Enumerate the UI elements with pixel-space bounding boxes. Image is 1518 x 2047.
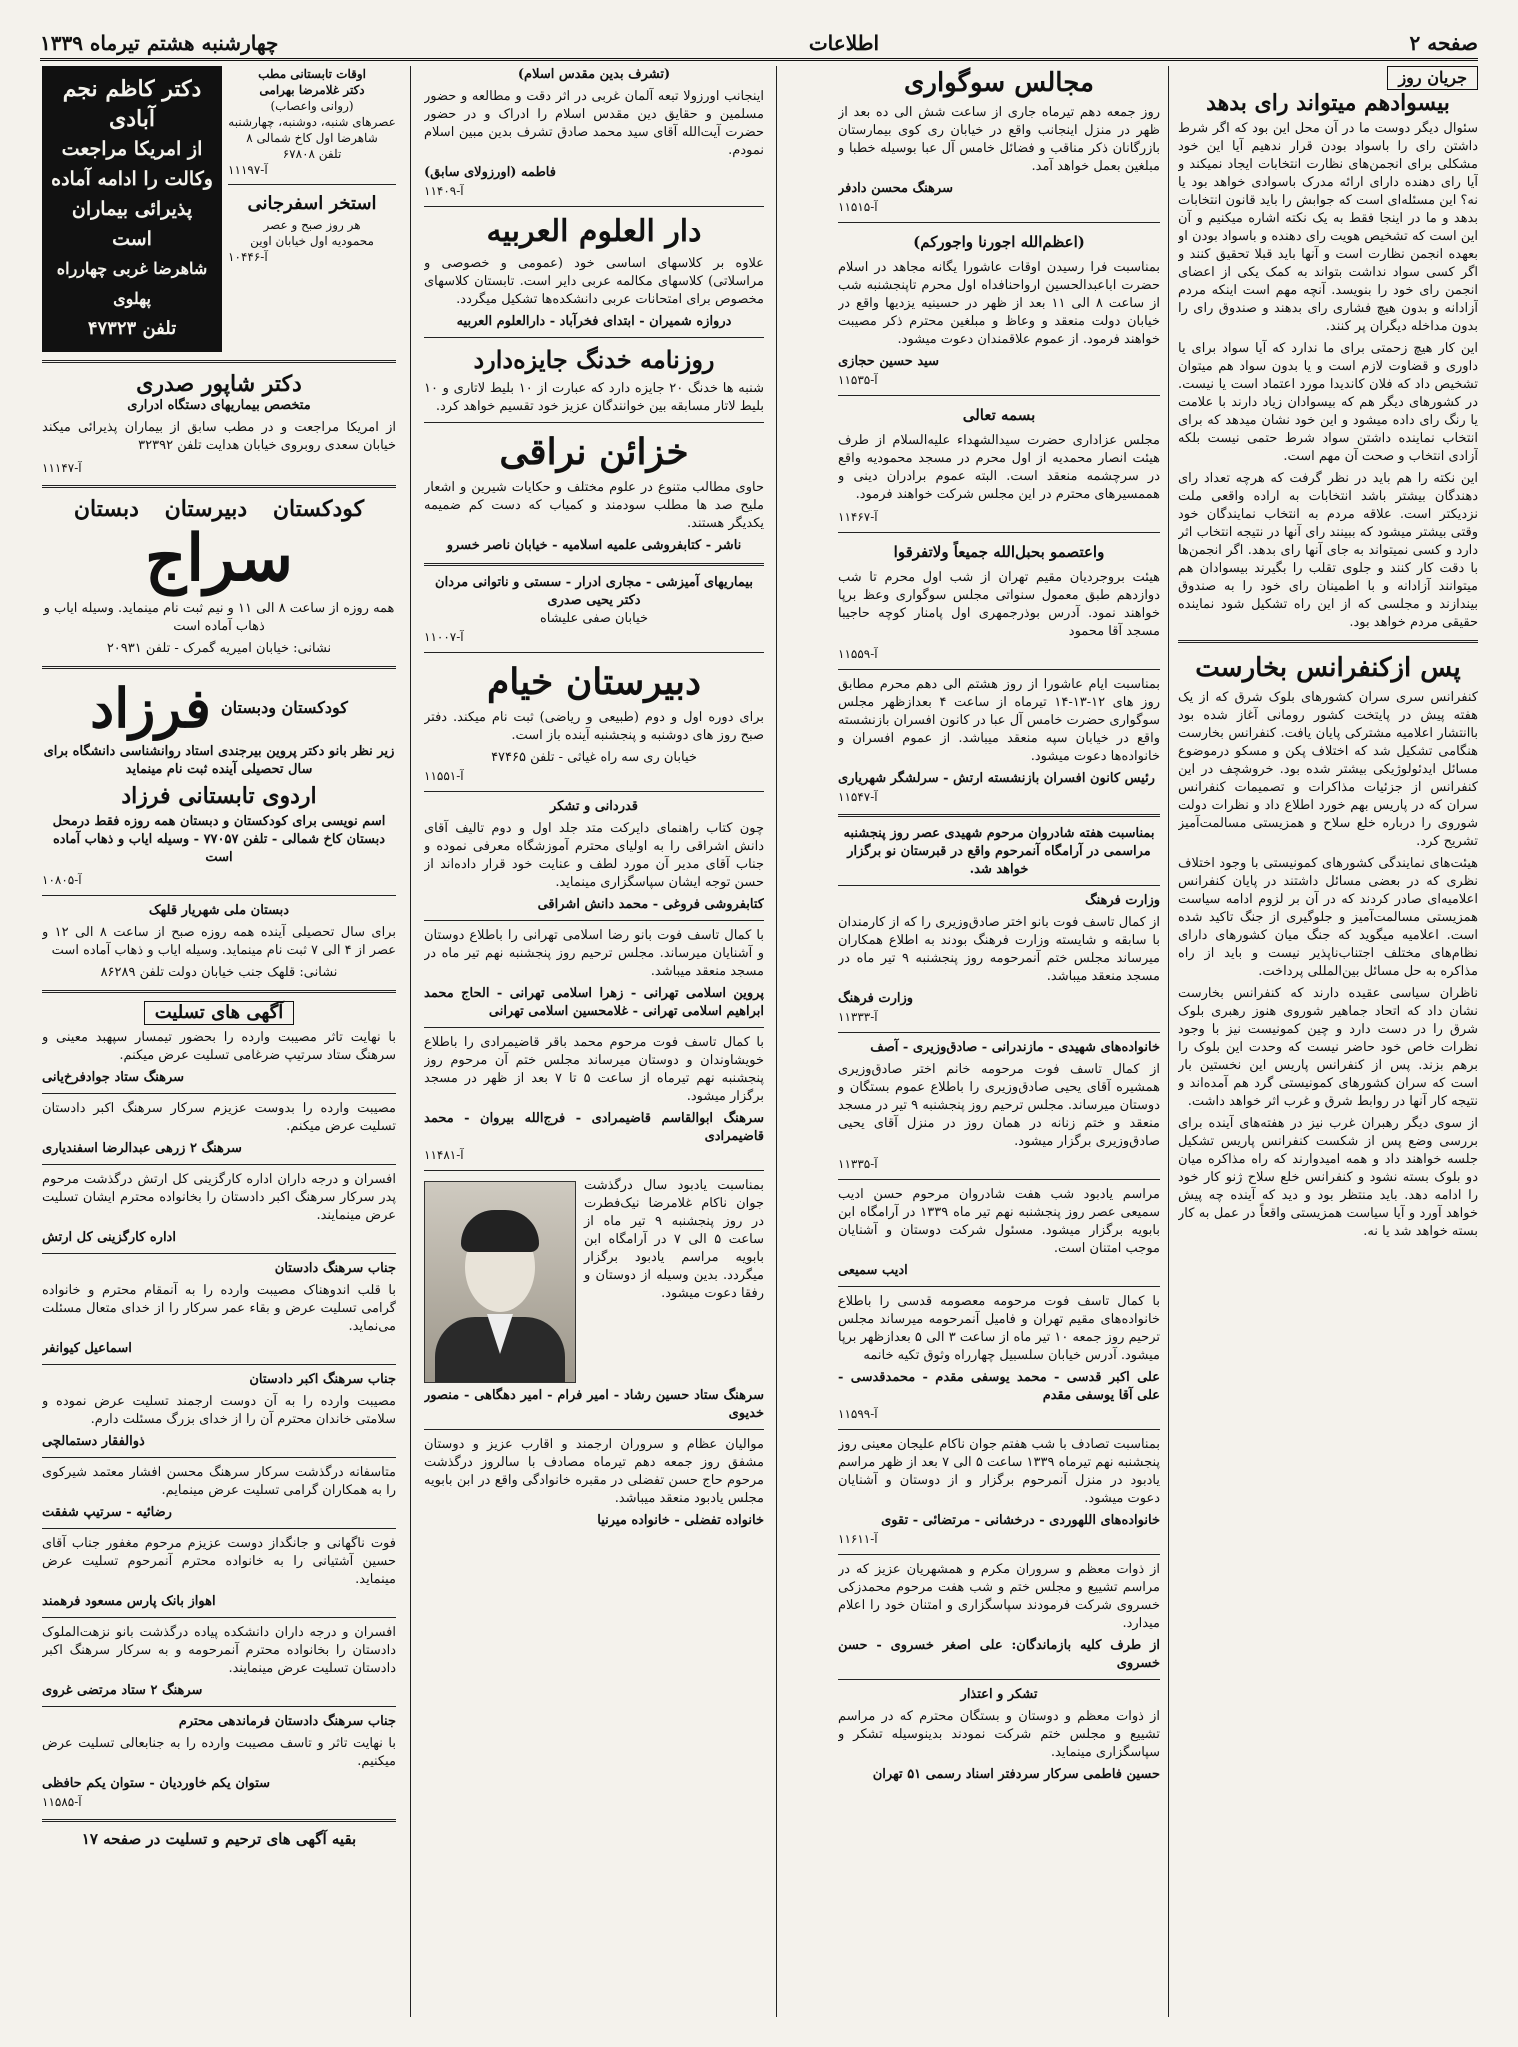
section-heading: مجالس سوگواری bbox=[904, 68, 1094, 98]
divider bbox=[42, 1819, 396, 1822]
notice-heading: وزارت فرهنگ bbox=[1084, 893, 1160, 908]
ad-address: نشانی: خیابان امیریه گمرک - تلفن ۲۰۹۳۱ bbox=[106, 641, 332, 656]
ad-address: شاهرضا غربی چهارراه پهلوی bbox=[56, 259, 208, 308]
notice-text: اینجانب اورزولا تبعه آلمان غربی در اثر دقت و مطالعه و حضور مسلمین و حقایق دین مقدس اسلام را ادراک و در حضور حضرت آیت‌الله آقای سید محمد صادق تشرف بدین مبین اسلام نمودم. bbox=[424, 89, 764, 158]
doctor-name: دکتر غلامرضا بهرامی bbox=[259, 83, 365, 97]
divider bbox=[838, 395, 1160, 396]
notice-text: با کمال تاسف فوت بانو رضا اسلامی تهرانی را باطلاع دوستان و آشنایان میرساند. مجلس ترحیم روز پنجشنبه نهم تیر ماه در مسجد منعقد میباشد. bbox=[424, 928, 764, 979]
ad-heading: اوقات تابستانی مطب bbox=[258, 67, 366, 81]
divider bbox=[42, 1093, 396, 1094]
divider bbox=[42, 1164, 396, 1165]
divider bbox=[838, 814, 1160, 817]
divider bbox=[838, 1554, 1160, 1555]
condolence-signature: سرهنگ ۲ زرهی عبدالرضا اسفندیاری bbox=[42, 1141, 242, 1156]
ad-address: ناشر - کتابفروشی علمیه اسلامیه - خیابان ناصر خسرو bbox=[446, 538, 742, 553]
condolences-heading: آگهی های تسلیت bbox=[144, 1001, 295, 1025]
notice-signature: خانواده‌های اللهوردی - درخشانی - مرتضائی - تقوی bbox=[881, 1513, 1160, 1528]
notice-heading: خانواده‌های شهیدی - مازندرانی - صادق‌وزیری - آصف bbox=[870, 1040, 1160, 1055]
column-rule bbox=[1168, 66, 1169, 2017]
ad-heading: روزنامه خدنگ جایزه‌دارد bbox=[473, 345, 715, 374]
section-label: جریان روز bbox=[1387, 66, 1478, 90]
notice-text: با کمال تاسف فوت مرحومه معصومه قدسی را باطلاع خانواده‌های مقیم تهران و فامیل آنمرحومه میرساند مجلس ترحیم روز جمعه ۱۰ تیر ماه از ساعت ۳ الی ۵ بعدازظهر برپا میشود. آدرس خیابان سلسبیل چهارراه وثوق تکیه خانمه bbox=[838, 1294, 1160, 1363]
notice-heading: بمناسبت هفته شادروان مرحوم شهیدی عصر روز پنجشنبه مراسمی در آرامگاه آنمرحوم واقع در قبرستان نو برگزار خواهد شد. bbox=[843, 826, 1155, 877]
divider bbox=[424, 337, 764, 338]
condolence-text: با نهایت تاثر و تاسف مصیبت وارده را به جنابعالی تسلیت عرض میکنیم. bbox=[42, 1736, 396, 1769]
ad-ref: آ-۱۰۸۰۵ bbox=[42, 873, 82, 887]
divider bbox=[838, 222, 1160, 223]
editorial-paragraph: این کار هیچ زحمتی برای ما ندارد که آیا سواد برای یا داوری و قضاوت لازم است و یا بدون سواد هم میتوان تشخیص داد که فلان کاندیدا مورد اعتماد است یا نیست. در کشورهای دیگر هم که بیسوادان زیاد دارند با علامت یا رنگ رای داده میشود و این خود نشان میدهد که برای انتخاب نماینده داشتن سواد شرط حتمی نیست بلکه آزادی انتخاب و صحت آن مهم است. bbox=[1178, 341, 1478, 464]
ad-text: همه روزه از ساعت ۸ الی ۱۱ و نیم ثبت نام مینماید. وسیله ایاب و ذهاب آماده است bbox=[43, 601, 395, 634]
condolence-text: متاسفانه درگذشت سرکار سرهنگ محسن افشار معتمد شیرکوی را به همکاران گرامی تسلیت عرض مینمایم. bbox=[42, 1465, 396, 1498]
editorial-paragraph: این نکته را هم باید در نظر گرفت که هرچه تعداد رای دهندگان بیشتر باشد انتخابات به اراده واقعی ملت نزدیکتر است. علاقه مردم به انتخاب نمایندگان خود وقتی بیشتر میشود که ببینند رای آنها در نتیجه انتخاب اثر دارد و کسی نمیتواند به جای آنها رای بدهد. اگر انجمن‌ها با دقت کار کنند و جلوی تقلب را بگیرند بیسوادان هم میتوانند آزادانه و با اطمینان رای خود را به صندوق بیندازند و مجلسی که از این راه تشکیل شود نماینده حقیقی مردم خواهد بود. bbox=[1178, 471, 1478, 630]
condolence-signature: اداره کارگزینی کل ارتش bbox=[42, 1230, 176, 1245]
notice-heading: واعتصمو بحبل‌الله جمیعاً ولاتفرقوا bbox=[893, 543, 1105, 561]
memorial-notice bbox=[424, 1177, 764, 1387]
ad-heading: کودکستان ودبستان bbox=[220, 698, 348, 717]
condolence-signature: سرهنگ ستاد جوادفرخ‌یانی bbox=[42, 1070, 185, 1085]
ad-ref: آ-۱۱۱۹۷ bbox=[228, 163, 268, 177]
divider bbox=[42, 485, 396, 488]
ad-address: خیابان صفی علیشاه bbox=[539, 611, 649, 626]
clinic-ad bbox=[228, 66, 396, 352]
notice-ref: آ-۱۱۵۴۷ bbox=[838, 790, 878, 804]
ad-text: زیر نظر بانو دکتر پروین بیرجندی استاد روانشناسی دانشگاه برای سال تحصیلی آینده ثبت نام مینماید bbox=[43, 744, 395, 777]
notice-signature: فاطمه (اورزولای سابق) bbox=[424, 165, 556, 180]
divider bbox=[42, 895, 396, 896]
condolence-heading: جناب سرهنگ دادستان bbox=[274, 1261, 396, 1276]
notice-ref: آ-۱۱۳۳۳ bbox=[838, 1010, 878, 1024]
column-rule bbox=[410, 66, 411, 2017]
divider bbox=[42, 1528, 396, 1529]
condolence-text: افسران و درجه داران اداره کارگزینی کل ارتش درگذشت مرحوم پدر سرکار سرهنگ اکبر دادستان را بخانواده محترم ایشان تسلیت عرض مینمایند. bbox=[42, 1172, 396, 1223]
editorial-paragraph: سئوال دیگر دوست ما در آن محل این بود که اگر شرط داشتن رای را باسواد بودن قرار ندهیم آیا این خود مشکلی برای انجمن‌های نظارت انتخابات ایجاد نمیکند و آیا رای دهنده دارای ارائه مدرک باسوادی خواهد بود یا نه؟ این مسئله‌ای است که جوابش را باید قانون انتخابات بدهد و ما در اینجا فقط به یک نکته اشاره میکنیم و آن این است که تشخیص هویت رای دهنده و باسواد بودن او بعهده انجمن نظارت است و آنها باید قبلا تحقیق کنند و اگر کسی سواد نداشت بتواند به کمک یکی از اعضای انجمن رای خود را بنویسد. آنچه مهم است اینکه مردم آزادانه و بدون هیچ فشاری رای بدهند و صندوق رای را بدون مداخله دیگران پر کنند. bbox=[1178, 121, 1478, 334]
notice-ref: آ-۱۱۵۹۹ bbox=[838, 1407, 878, 1421]
notice-text: موالیان عظام و سروران ارجمند و اقارب عزیز و دوستان مشفق روز جمعه دهم تیرماه مصادف با سالروز درگذشت مرحوم حاج حسن تفضلی در مقبره خانوادگی واقع در ابن بابویه مجلس یادبود منعقد میباشد. bbox=[424, 1437, 764, 1506]
condolence-signature: ذوالفقار دستمالچی bbox=[42, 1434, 145, 1449]
notice-text: مجلس عزاداری حضرت سیدالشهداء علیه‌السلام از طرف هیئت انصار محمدیه از اول محرم در مسجد محمودیه واقع در سرچشمه منعقد است. البته عموم برادران دینی و هممسیرهای محترم در این مجلس شرکت خواهند فرمود. bbox=[838, 433, 1160, 502]
divider bbox=[42, 990, 396, 993]
divider bbox=[424, 920, 764, 921]
notice-signature: سید حسین حجازی bbox=[838, 354, 939, 369]
ad-text: از امریکا مراجعت وکالت را ادامه آماده پذیرائی بیماران است bbox=[51, 138, 213, 250]
school-name: دبیرستان خیام bbox=[486, 661, 702, 703]
ad-text: برای سال تحصیلی آینده همه روزه صبح از ساعت ۸ الی ۱۲ و عصر از ۴ الی ۷ ثبت نام مینماید. وسیله ایاب و ذهاب آماده است bbox=[42, 925, 396, 958]
notice-text: بمناسبت یادبود سال درگذشت جوان ناکام غلامرضا نیک‌فطرت در روز پنجشنبه ۹ تیر ماه از ساعت ۵ الی ۷ در آرامگاه ابن بابویه مراسم یادبود برگزار میگردد. بدین وسیله از دوستان و رفقا دعوت میشود. bbox=[584, 1178, 764, 1301]
ad-specialty: متخصص بیماریهای دستگاه ادراری bbox=[127, 398, 311, 413]
notice-signature: سرهنگ محسن دادفر bbox=[838, 181, 953, 196]
divider bbox=[424, 563, 764, 566]
ad-ref: آ-۱۱۱۴۷ bbox=[42, 461, 82, 475]
divider bbox=[424, 652, 764, 653]
paper-name: اطلاعات bbox=[808, 31, 880, 55]
article-paragraph: هیئت‌های نمایندگی کشورهای کمونیستی با وجود اختلاف نظری که در بعضی مسائل داشتند در پایان کنفرانس اعلامیه‌ای صادر کردند که در آن بر لزوم ادامه سیاست همزیستی مسالمت‌آمیز و جلوگیری از جنگ تاکید شده است. اعلامیه میگوید که جنگ میان کشورهای دارای نظام‌های مختلف اجتناب‌ناپذیر نیست و باید از راه مذاکره به حل مسائل بین‌المللی پرداخت. bbox=[1178, 856, 1478, 979]
doctor-name: دکتر کاظم نجم آبادی bbox=[62, 76, 202, 132]
condolence-text: مصیبت وارده را به آن دوست ارجمند تسلیت عرض نموده و سلامتی خاندان محترم آن را از خدای بزرگ مسئلت دارم. bbox=[42, 1394, 396, 1427]
divider bbox=[42, 1364, 396, 1365]
ad-hours: عصرهای شنبه، دوشنبه، چهارشنبه bbox=[228, 115, 396, 129]
notice-heading: بسمه تعالی bbox=[962, 406, 1036, 424]
divider bbox=[42, 1253, 396, 1254]
condolence-signature: سرهنگ ۲ ستاد مرتضی غروی bbox=[42, 1683, 203, 1698]
doctor-name: دکتر یحیی صدری bbox=[547, 593, 641, 608]
divider bbox=[42, 1617, 396, 1618]
divider bbox=[838, 1679, 1160, 1680]
notice-ref: آ-۱۱۳۳۵ bbox=[838, 1157, 878, 1171]
ad-text: برای دوره اول و دوم (طبیعی و ریاضی) ثبت نام میکند. دفتر صبح روز های دوشنبه و پنجشنبه آینده باز است. bbox=[424, 710, 764, 743]
notice-ref: آ-۱۱۵۱۵ bbox=[838, 200, 878, 214]
ad-heading: استخر اسفرجانی bbox=[247, 193, 377, 214]
notice-text: بمناسبت تصادف با شب هفتم جوان ناکام علیجان معینی روز پنجشنبه نهم تیرماه ۱۳۳۹ ساعت ۵ الی ۷ بعد از ظهر مراسم یادبود در منزل آنمرحوم برگزار و از دوستان و آشنایان دعوت میشود. bbox=[838, 1437, 1160, 1506]
notice-text: با کمال تاسف فوت مرحوم محمد باقر قاضیمرادی را باطلاع خویشاوندان و دوستان میرساند مجلس ختم آن مرحوم روز پنجشنبه نهم تیرماه از ساعت ۵ تا ۷ بعد از ظهر در مسجد برگزار میشود. bbox=[424, 1035, 764, 1104]
notice-ref: آ-۱۱۴۸۱ bbox=[424, 1148, 464, 1162]
divider bbox=[424, 206, 764, 207]
divider bbox=[838, 1179, 1160, 1180]
notice-signature: کتابفروشی فروغی - محمد دانش اشراقی bbox=[537, 897, 764, 912]
continued-notice: بقیه آگهی های ترحیم و تسلیت در صفحه ۱۷ bbox=[81, 1830, 357, 1848]
notice-text: بمناسبت ایام عاشورا از روز هشتم الی دهم محرم مطابق روز های ۱۲-۱۳-۱۴ تیرماه از ساعت ۴ بعدازظهر مجلس سوگواری حضرت خامس آل عبا در کانون افسران بازنشسته واقع در خیابان سپه منعقد میباشد. از عموم افسران و خانواده‌ها دعوت میشود. bbox=[838, 677, 1160, 764]
article-paragraph: کنفرانس سری سران کشورهای بلوک شرق که از یک هفته پیش در پایتخت کشور رومانی آغاز شده بود باانتشار اعلامیه مشترکی پایان یافت. کنفرانس بخارست هنگامی تشکیل شد که اختلاف پکن و مسکو درموضوع مسائل ایدئولوژیکی بیشتر شده بود. خروشچف در این کنفرانس از جزئیات مذاکرات و تصمیمات کنفرانس سران که در پاریس بهم خورد اطلاع داد و نظرات دولت شوروی را درباره خلع سلاح و همزیستی مسالمت‌آمیز تشریح کرد. bbox=[1178, 690, 1478, 849]
divider bbox=[42, 1457, 396, 1458]
divider bbox=[838, 669, 1160, 670]
divider bbox=[838, 885, 1160, 886]
notice-ref: آ-۱۱۵۵۹ bbox=[838, 647, 878, 661]
condolence-signature: اهواز بانک پارس مسعود فرهمند bbox=[42, 1594, 216, 1609]
article-paragraph: از سوی دیگر رهبران غرب نیز در هفته‌های آینده برای بررسی وضع پس از شکست کنفرانس پاریس تشکیل جلسه خواهند داد و همه امیدوارند که راه مذاکره میان دو بلوک بسته نشود و کنفرانس خلع سلاح ژنو کار خود را ادامه دهد. باید منتظر بود و دید که آینده چه پیش خواهد آورد و آیا سیاست همزیستی واقعاً در عمل به کار بسته خواهد شد یا نه. bbox=[1178, 1116, 1478, 1239]
school-name: فرزاد bbox=[90, 676, 211, 740]
article-title: پس ازکنفرانس بخارست bbox=[1195, 653, 1461, 683]
condolence-signature: رضائیه - سرتیپ شفقت bbox=[42, 1505, 172, 1520]
page-number: صفحه ۲ bbox=[1409, 31, 1478, 55]
notice-signature: وزارت فرهنگ bbox=[838, 991, 914, 1006]
notice-text: مراسم یادبود شب هفت شادروان مرحوم حسن ادیب سمیعی عصر روز پنجشنبه نهم تیر ماه ۱۳۳۹ در آرامگاه ابن بابویه برگزار میشود. مسئول شرکت دوستان و آشنایان موجب امتنان است. bbox=[838, 1187, 1160, 1256]
notice-text: از ذوات معظم و سروران مکرم و همشهریان عزیز که در مراسم تشییع و مجلس ختم و شب هفت مرحوم محمدزکی خسروی شرکت فرمودند سپاسگزاری و امتنان خود را اعلام میدارد. bbox=[838, 1562, 1160, 1631]
notice-ref: آ-۱۱۴۰۹ bbox=[424, 184, 464, 198]
divider bbox=[42, 666, 396, 669]
notice-signature: خانواده تفضلی - خانواده میرنیا bbox=[597, 1513, 764, 1528]
divider bbox=[424, 1170, 764, 1171]
issue-date: چهارشنبه هشتم تیرماه ۱۳۳۹ bbox=[40, 31, 279, 55]
ad-heading: کودکستان دبیرستان دبستان bbox=[73, 496, 365, 522]
notice-heading: قدردانی و تشکر bbox=[549, 799, 639, 814]
notice-text: از ذوات معظم و دوستان و بستگان محترم که در مراسم تشییع و مجلس ختم شرکت نمودند بدینوسیله تشکر و سپاسگزاری مینماید. bbox=[838, 1709, 1160, 1760]
condolence-ref: آ-۱۱۵۸۵ bbox=[42, 1795, 82, 1809]
ad-text: شنبه ها خدنگ ۲۰ جایزه دارد که عبارت از ۱۰ بلیط لاتاری و ۱۰ بلیط لاتار مسابقه بین خوانندگان عزیز خود تقسیم خواهد کرد. bbox=[424, 381, 764, 414]
divider bbox=[424, 422, 764, 423]
notice-signature: سرهنگ ابوالقاسم قاضیمرادی - فرج‌الله بیروان - محمد قاضیمرادی bbox=[424, 1111, 764, 1144]
doctor-name: دکتر شاپور صدری bbox=[136, 371, 302, 397]
ad-address: محمودیه اول خیابان اوین bbox=[250, 234, 374, 248]
condolence-text: با قلب اندوهناک مصیبت وارده را به آنمقام محترم و خانواده گرامی تسلیت عرض و بقاء عمر سرکار را از خدای متعال مسئلت می‌نماید. bbox=[42, 1283, 396, 1334]
ad-phone: تلفن ۴۷۳۲۳ bbox=[87, 318, 177, 339]
ad-address: شاهرضا اول کاخ شمالی ۸ bbox=[246, 131, 378, 145]
notice-signature: ادیب سمیعی bbox=[838, 1263, 908, 1278]
editorial-title: بیسوادهم میتواند رای بدهد bbox=[1206, 90, 1450, 116]
ad-subheading: اردوی تابستانی فرزاد bbox=[121, 783, 317, 809]
ad-ref: آ-۱۱۵۵۱ bbox=[424, 769, 464, 783]
condolence-signature: اسماعیل کیوانفر bbox=[42, 1341, 132, 1356]
condolence-text: مصیبت وارده را بدوست عزیزم سرکار سرهنگ اکبر دادستان تسلیت عرض میکنم. bbox=[42, 1101, 396, 1134]
ad-phone: تلفن ۶۷۸۰۸ bbox=[282, 147, 342, 161]
notice-ref: آ-۱۱۶۱۱ bbox=[838, 1532, 878, 1546]
divider bbox=[1178, 640, 1478, 643]
ad-text: هر روز صبح و عصر bbox=[263, 218, 361, 232]
book-title: خزائن نراقی bbox=[499, 431, 689, 473]
ad-text: اسم نویسی برای کودکستان و دبستان همه روزه فقط درمحل دبستان کاخ شمالی - تلفن ۷۷۰۵۷ - وسیله ایاب و ذهاب آماده است bbox=[52, 814, 386, 865]
condolence-text: فوت ناگهانی و جانگداز دوست عزیزم مرحوم مغفور جناب آقای حسین آشتیانی را به خانواده محترم آنمرحوم تسلیت عرض مینماید. bbox=[42, 1536, 396, 1587]
notice-text: هیئت بروجردیان مقیم تهران از شب اول محرم تا شب دوازدهم طبق معمول سنواتی مجلس سوگواری وعظ برپا خواهند نمود. آدرس بوذرجمهری اول پامنار کوچه حاجیبا مسجد آقا محمود bbox=[838, 570, 1160, 639]
condolence-heading: جناب سرهنگ اکبر دادستان bbox=[249, 1372, 396, 1387]
ad-ref: آ-۱۱۰۰۷ bbox=[424, 630, 464, 644]
divider bbox=[424, 791, 764, 792]
divider bbox=[838, 1032, 1160, 1033]
notice-signature: پروین اسلامی تهرانی - زهرا اسلامی تهرانی - الحاج محمد ابراهیم اسلامی تهرانی - غلامحسین اسلامی تهرانی bbox=[424, 986, 764, 1019]
condolence-heading: جناب سرهنگ دادستان فرماندهی محترم bbox=[178, 1714, 396, 1729]
notice-text: روز جمعه دهم تیرماه جاری از ساعت شش الی ده بعد از ظهر در منزل اینجانب واقع در خیابان ری کوی بیمارستان بازرگانان ذکر مناقب و فضائل خامس آل عبا بوسیله خطبا و مبلغین بعمل خواهد آمد. bbox=[838, 105, 1160, 174]
divider bbox=[42, 360, 396, 363]
notice-signature: حسین فاطمی سرکار سردفتر اسناد رسمی ۵۱ تهران bbox=[872, 1767, 1160, 1782]
column-editorial bbox=[1178, 66, 1478, 2017]
column-announcements bbox=[424, 66, 764, 2017]
notice-signature: علی اکبر قدسی - محمد یوسفی مقدم - محمدقدسی - علی آقا یوسفی مقدم bbox=[838, 1370, 1160, 1403]
ad-address: نشانی: قلهک جنب خیابان دولت تلفن ۸۶۲۸۹ bbox=[100, 965, 338, 980]
masthead bbox=[40, 28, 1478, 61]
school-name: سراج bbox=[144, 521, 294, 596]
notice-signature: از طرف کلیه بازماندگان: علی اصغر خسروی - حسن خسروی bbox=[838, 1638, 1160, 1671]
ad-text: از امریکا مراجعت و در مطب سابق از بیماران پذیرائی میکند خیابان سعدی روبروی خیابان هدایت تلفن ۳۲۳۹۲ bbox=[42, 420, 396, 453]
notice-text: از کمال تاسف فوت بانو اختر صادق‌وزیری را که از کارمندان با سابقه و شایسته وزارت فرهنگ بودند به اطلاع همکاران میرساند مجلس ختم آنمرحومه روز پنجشنبه ۹ تیر ماه در مسجد منعقد میباشد. bbox=[838, 915, 1160, 984]
divider bbox=[838, 1286, 1160, 1287]
notice-text: از کمال تاسف فوت مرحومه خانم اختر صادق‌وزیری همشیره آقای یحیی صادق‌وزیری را باطلاع عموم بستگان و دوستان میرساند. مجلس ترحیم روز پنجشنبه ۹ تیر در مسجد منعقد و ختم زنانه در همان روز در منزل آقای یحیی صادق‌وزیری برگزار میشود. bbox=[838, 1062, 1160, 1149]
notice-heading: (اعظم‌الله اجورنا واجورکم) bbox=[913, 233, 1085, 251]
divider bbox=[838, 1429, 1160, 1430]
divider bbox=[228, 184, 396, 185]
divider bbox=[424, 1429, 764, 1430]
school-name: دار العلوم العربیه bbox=[486, 214, 702, 249]
divider bbox=[424, 1027, 764, 1028]
condolence-text: با نهایت تاثر مصیبت وارده را بحضور تیمسار سپهبد معینی و سرهنگ ستاد سرتیپ ضرغامی تسلیت عرض میکنم. bbox=[42, 1030, 396, 1063]
column-ads bbox=[42, 66, 396, 2017]
notice-heading: تشکر و اعتذار bbox=[960, 1687, 1038, 1702]
ad-text: حاوی مطالب متنوع در علوم مختلف و حکایات شیرین و اشعار ملیح صد ها مطلب سودمند و کمیاب که دست کم ضمیمه یکدیگر هستند. bbox=[424, 480, 764, 531]
divider bbox=[42, 1706, 396, 1707]
ad-ref: آ-۱۰۴۴۶ bbox=[228, 250, 268, 264]
portrait-photo bbox=[424, 1181, 576, 1383]
condolence-text: افسران و درجه داران دانشکده پیاده درگذشت بانو نزهت‌الملوک دادستان را بخانواده محترم آنمرحومه و به سرکار سرهنگ اکبر دادستان تسلیت عرض مینمایند. bbox=[42, 1625, 396, 1676]
ad-text: علاوه بر کلاسهای اساسی خود (عمومی و خصوصی و مراسلاتی) کلاسهای مکالمه عربی دایر است. تابستان کلاسهای مخصوص برای امتحانات عربی دانشکده‌ها تشکیل میگردد. bbox=[424, 256, 764, 307]
ad-address: دروازه شمیران - ابتدای فخرآباد - دارالعلوم العربیه bbox=[456, 314, 732, 329]
notice-ref: آ-۱۱۵۳۵ bbox=[838, 373, 878, 387]
notice-text: بمناسبت فرا رسیدن اوقات عاشورا یگانه مجاهد در اسلام حضرت ابا‌عبدالحسین ارواحنافداه اول محرم تاپنجشنبه شب از ساعت ۸ الی ۱۱ بعد از ظهر در حسینیه یزدیها واقع در خیابان دولت منعقد و وعاظ و مبلغین محترم ذکر مصیبت خواهند فرمود. از عموم علاقمندان دعوت میشود. bbox=[838, 260, 1160, 347]
notice-signature: رئیس کانون افسران بازنشسته ارتش - سرلشگر شهریاری bbox=[838, 771, 1155, 786]
column-rule bbox=[776, 66, 777, 2017]
ad-heading: دبستان ملی شهریار قلهک bbox=[148, 903, 290, 918]
article-paragraph: ناظران سیاسی عقیده دارند که کنفرانس بخارست نشان داد که اتحاد جماهیر شوروی هنوز رهبری بلوک شرق را در دست دارد و چین کمونیست نیز با وجود نظرات خاص خود حاضر نیست که وحدت این بلوک را برهم بزند. پس از کنفرانس پاریس این نخستین بار است که سران کشورهای کمونیستی گرد هم آمده‌اند و نتیجه کار آنها در روابط شرق و غرب اثر خواهد داشت. bbox=[1178, 986, 1478, 1109]
divider bbox=[838, 532, 1160, 533]
ad-address: خیابان ری سه راه غیاثی - تلفن ۴۷۴۶۵ bbox=[491, 750, 697, 765]
ad-heading: بیماریهای آمیزشی - مجاری ادرار - سستی و ناتوانی مردان bbox=[435, 575, 753, 590]
ad-specialty: (روانی واعصاب) bbox=[270, 99, 354, 113]
condolence-signature: ستوان یکم خاوردیان - ستوان یکم حافظی bbox=[42, 1776, 271, 1791]
notice-text: چون کتاب راهنمای دایرکت متد جلد اول و دوم تالیف آقای دانش اشراقی را به اولیای محترم آموزشگاه معرفی نموده و جناب آقای مدیر آن مورد لطف و عنایت خود قرار داده‌اند از حسن توجه ایشان سپاسگزاری مینماید. bbox=[424, 821, 764, 890]
notice-ref: آ-۱۱۴۶۷ bbox=[838, 510, 878, 524]
column-mourning bbox=[838, 66, 1160, 2017]
notice-heading: (تشرف بدین مقدس اسلام) bbox=[517, 67, 671, 82]
doctor-ad-box bbox=[42, 66, 222, 352]
notice-signature: سرهنگ ستاد حسین رشاد - امیر فرام - امیر دهگاهی - منصور خدیوی bbox=[424, 1388, 764, 1421]
